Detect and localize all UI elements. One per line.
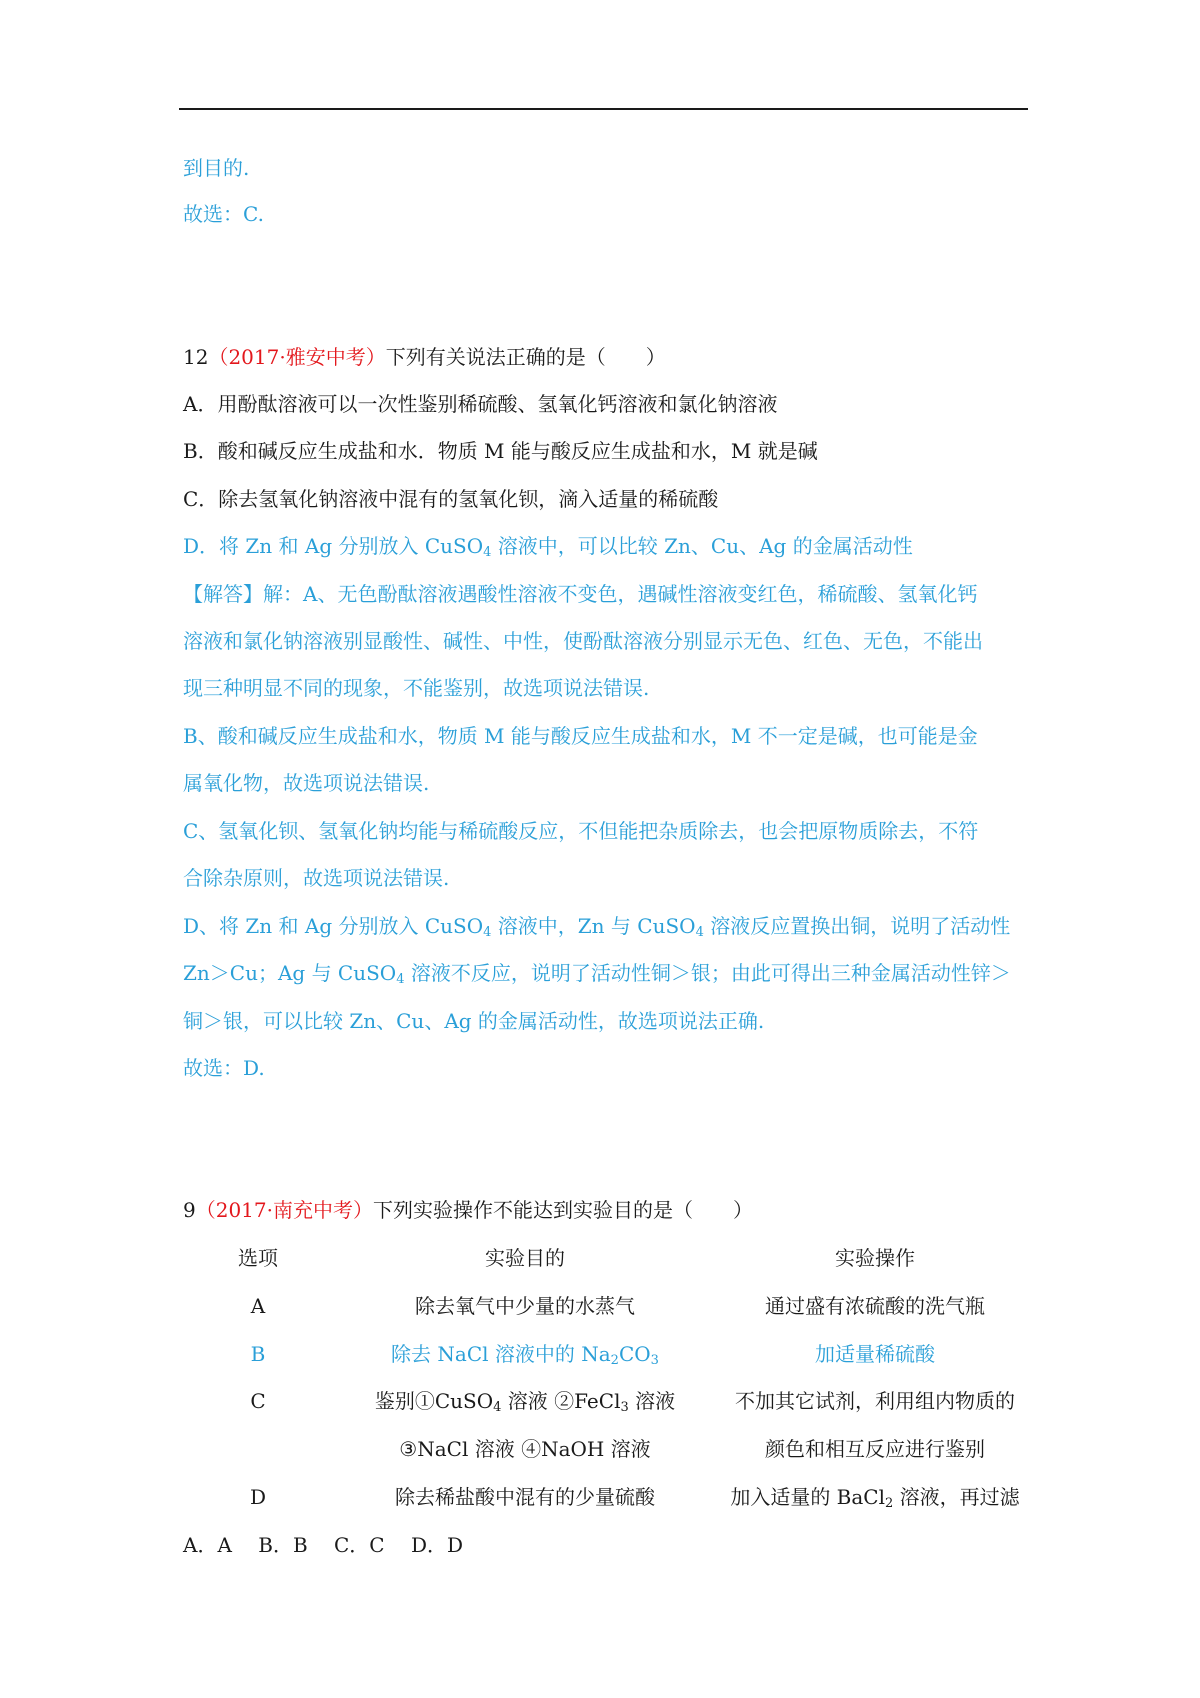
q12-answer-line-10: 铜＞银，可以比较 Zn、Cu、Ag 的金属活动性，故选项说法正确.	[183, 1009, 765, 1033]
q12-answer-line-6: C、氢氧化钡、氢氧化钠均能与稀硫酸反应，不但能把杂质除去，也会把原物质除去，不符	[183, 819, 979, 843]
row-b-purpose-text: 除去 NaCl 溶液中的 Na	[391, 1342, 611, 1366]
q12-stem-text: 下列有关说法正确的是（ ）	[385, 345, 666, 369]
table-header-operation: 实验操作	[835, 1246, 915, 1270]
subscript: 4	[483, 545, 492, 560]
row-d-purpose: 除去稀盐酸中混有的少量硫酸	[395, 1485, 655, 1509]
subscript: 2	[885, 1496, 894, 1511]
row-b-operation: 加适量稀硫酸	[815, 1342, 935, 1366]
subscript: 3	[620, 1400, 629, 1415]
q12-option-b: B．酸和碱反应生成盐和水．物质 M 能与酸反应生成盐和水，M 就是碱	[183, 439, 818, 463]
row-a-option: A	[250, 1294, 266, 1318]
q12-answer-line-9	[183, 959, 1011, 987]
row-d-operation	[715, 1483, 1035, 1511]
answer-text: 溶液不反应，说明了活动性铜＞银；由此可得出三种金属活动性锌＞	[404, 961, 1011, 985]
q12-answer-line-8	[183, 912, 1010, 940]
answer-text: 溶液反应置换出铜，说明了活动性	[703, 914, 1011, 938]
header-rule	[179, 108, 1028, 110]
row-a-purpose: 除去氧气中少量的水蒸气	[415, 1294, 635, 1318]
answer-text: D、将 Zn 和 Ag 分别放入 CuSO	[183, 914, 484, 938]
row-d-option: D	[249, 1485, 267, 1509]
row-b-purpose	[370, 1340, 680, 1368]
subscript: 4	[493, 1400, 502, 1415]
q12-option-a: A．用酚酞溶液可以一次性鉴别稀硫酸、氢氧化钙溶液和氯化钠溶液	[183, 392, 778, 416]
row-c-operation-line-2: 颜色和相互反应进行鉴别	[765, 1437, 985, 1461]
row-c-option: C	[250, 1389, 266, 1413]
row-b-purpose-text-2: CO	[618, 1342, 651, 1366]
subscript: 4	[695, 925, 704, 940]
q12-number: 12	[183, 345, 209, 369]
q12-option-c: C．除去氢氧化钠溶液中混有的氢氧化钡，滴入适量的稀硫酸	[183, 487, 719, 511]
q12-answer-line-2: 溶液和氯化钠溶液别显酸性、碱性、中性，使酚酞溶液分别显示无色、红色、无色，不能出	[183, 629, 983, 653]
table-header-purpose: 实验目的	[485, 1246, 565, 1270]
q12-answer-line-1	[183, 580, 977, 608]
q12-option-d-text: D．将 Zn 和 Ag 分别放入 CuSO	[183, 534, 484, 558]
row-d-operation-text-2: 溶液，再过滤	[893, 1485, 1020, 1509]
answer-text: 溶液中，Zn 与 CuSO	[491, 914, 696, 938]
prev-answer-line: 到目的.	[183, 156, 250, 180]
row-c-purpose-line-2: ③NaCl 溶液 ④NaOH 溶液	[399, 1437, 651, 1461]
row-c-purpose-line-1	[360, 1387, 690, 1415]
q12-source: （2017·雅安中考）	[208, 345, 386, 369]
q12-answer-line-4: B、酸和碱反应生成盐和水，物质 M 能与酸反应生成盐和水，M 不一定是碱，也可能是金	[183, 724, 978, 748]
subscript: 3	[650, 1353, 659, 1368]
row-d-operation-text: 加入适量的 BaCl	[730, 1485, 886, 1509]
subscript: 4	[483, 925, 492, 940]
row-c-purpose-text-3: 溶液	[628, 1389, 676, 1413]
subscript: 4	[396, 972, 405, 987]
row-c-purpose-text: 鉴别①CuSO	[374, 1389, 494, 1413]
q12-answer-line-5: 属氧化物，故选项说法错误.	[183, 771, 430, 795]
row-c-purpose-text-2: 溶液 ②FeCl	[501, 1389, 621, 1413]
q12-answer-choice: 故选：D.	[183, 1056, 265, 1080]
table-header-option: 选项	[238, 1246, 278, 1270]
answer-label: 【解答】	[183, 582, 263, 606]
answer-text: Zn＞Cu；Ag 与 CuSO	[183, 961, 397, 985]
row-a-operation: 通过盛有浓硫酸的洗气瓶	[765, 1294, 985, 1318]
q12-option-d-text-2: 溶液中，可以比较 Zn、Cu、Ag 的金属活动性	[491, 534, 913, 558]
row-b-option: B	[250, 1342, 266, 1366]
q12-answer-line-7: 合除杂原则，故选项说法错误.	[183, 866, 450, 890]
q9-number: 9	[183, 1198, 196, 1222]
q9-choices: A．A B．B C．C D．D	[183, 1533, 464, 1557]
q12-stem	[183, 343, 666, 371]
q9-stem-text: 下列实验操作不能达到实验目的是（ ）	[373, 1198, 753, 1222]
q9-source: （2017·南充中考）	[195, 1198, 373, 1222]
q12-option-d	[183, 532, 913, 560]
q9-stem	[183, 1196, 753, 1224]
prev-answer-choice: 故选：C.	[183, 202, 264, 226]
answer-text: 解：A、无色酚酞溶液遇酸性溶液不变色，遇碱性溶液变红色，稀硫酸、氢氧化钙	[263, 582, 978, 606]
row-c-operation-line-1: 不加其它试剂，利用组内物质的	[735, 1389, 1015, 1413]
subscript: 2	[610, 1353, 619, 1368]
q12-answer-line-3: 现三种明显不同的现象，不能鉴别，故选项说法错误.	[183, 676, 650, 700]
